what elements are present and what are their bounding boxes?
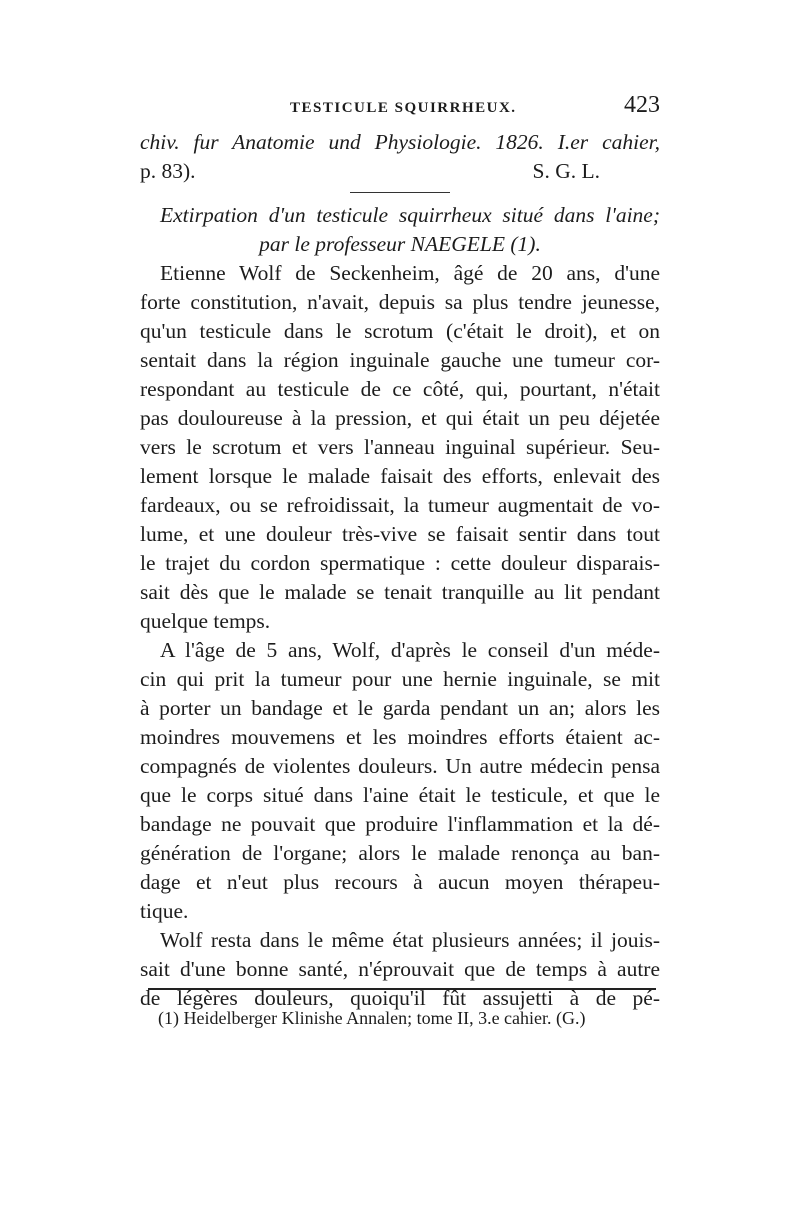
text-line: le trajet du cordon spermatique : cette douleur disparais- [140, 551, 660, 575]
intro-citation-page: p. 83). [140, 159, 196, 183]
text-line: fardeaux, ou se refroidissait, la tumeur augmentait de vo- [140, 493, 660, 517]
paragraph [140, 636, 660, 926]
section-title-line-2: par le professeur NAEGELE (1). [259, 232, 541, 256]
text-line: génération de l'organe; alors le malade renonça au ban- [140, 841, 660, 865]
text-line: quelque temps. [140, 609, 271, 633]
text-line: lement lorsque le malade faisait des efforts, enlevait des [140, 464, 660, 488]
text-line: Etienne Wolf de Seckenheim, âgé de 20 ans, d'une [160, 261, 660, 285]
footnote: (1) Heidelberger Klinishe Annalen; tome II, 3.e cahier. (G.) [158, 1008, 586, 1028]
text-line: Wolf resta dans le même état plusieurs années; il jouis- [160, 928, 660, 952]
intro-line-1: chiv. fur Anatomie und Physiologie. 1826. I.er cahier, [140, 130, 660, 154]
text-line: que le corps situé dans l'aine était le testicule, et que le [140, 783, 660, 807]
text-line: forte constitution, n'avait, depuis sa plus tendre jeunesse, [140, 290, 660, 314]
text-line: pas douloureuse à la pression, et qui était un peu déjetée [140, 406, 660, 430]
text-line: vers le scrotum et vers l'anneau inguinal supérieur. Seu- [140, 435, 660, 459]
text-line: respondant au testicule de ce côté, qui, pourtant, n'était [140, 377, 660, 401]
text-line: lume, et une douleur très-vive se faisait sentir dans tout [140, 522, 660, 546]
text-line: bandage ne pouvait que produire l'inflammation et la dé- [140, 812, 660, 836]
text-line: sentait dans la région inguinale gauche une tumeur cor- [140, 348, 660, 372]
text-line: dage et n'eut plus recours à aucun moyen thérapeu- [140, 870, 660, 894]
text-line: de légères douleurs, quoiqu'il fût assujetti à de pé- [140, 986, 660, 1010]
paragraph [140, 259, 660, 636]
section-divider [350, 192, 450, 193]
text-line: sait d'une bonne santé, n'éprouvait que de temps à autre [140, 957, 660, 981]
text-line: sait dès que le malade se tenait tranquille au lit pendant [140, 580, 660, 604]
text-line: moindres mouvemens et les moindres efforts étaient ac- [140, 725, 660, 749]
text-line: A l'âge de 5 ans, Wolf, d'après le conseil d'un méde- [160, 638, 660, 662]
text-line: compagnés de violentes douleurs. Un autre médecin pensa [140, 754, 660, 778]
footnote-rule [148, 988, 656, 990]
page-number: 423 [624, 92, 660, 118]
intro-line-2 [140, 157, 660, 186]
text-line: tique. [140, 899, 189, 923]
text-line: qu'un testicule dans le scrotum (c'était le droit), et on [140, 319, 660, 343]
body-paragraphs [140, 259, 660, 1013]
paragraph [140, 926, 660, 1013]
text-line: à porter un bandage et le garda pendant un an; alors les [140, 696, 660, 720]
intro-signature: S. G. L. [532, 159, 600, 183]
page-header [140, 92, 660, 128]
section-title-line-1: Extirpation d'un testicule squirrheux situé dans l'aine; [160, 203, 660, 227]
page-text [140, 128, 660, 1013]
text-line: cin qui prit la tumeur pour une hernie inguinale, se mit [140, 667, 660, 691]
running-title: TESTICULE SQUIRRHEUX. [290, 100, 517, 116]
